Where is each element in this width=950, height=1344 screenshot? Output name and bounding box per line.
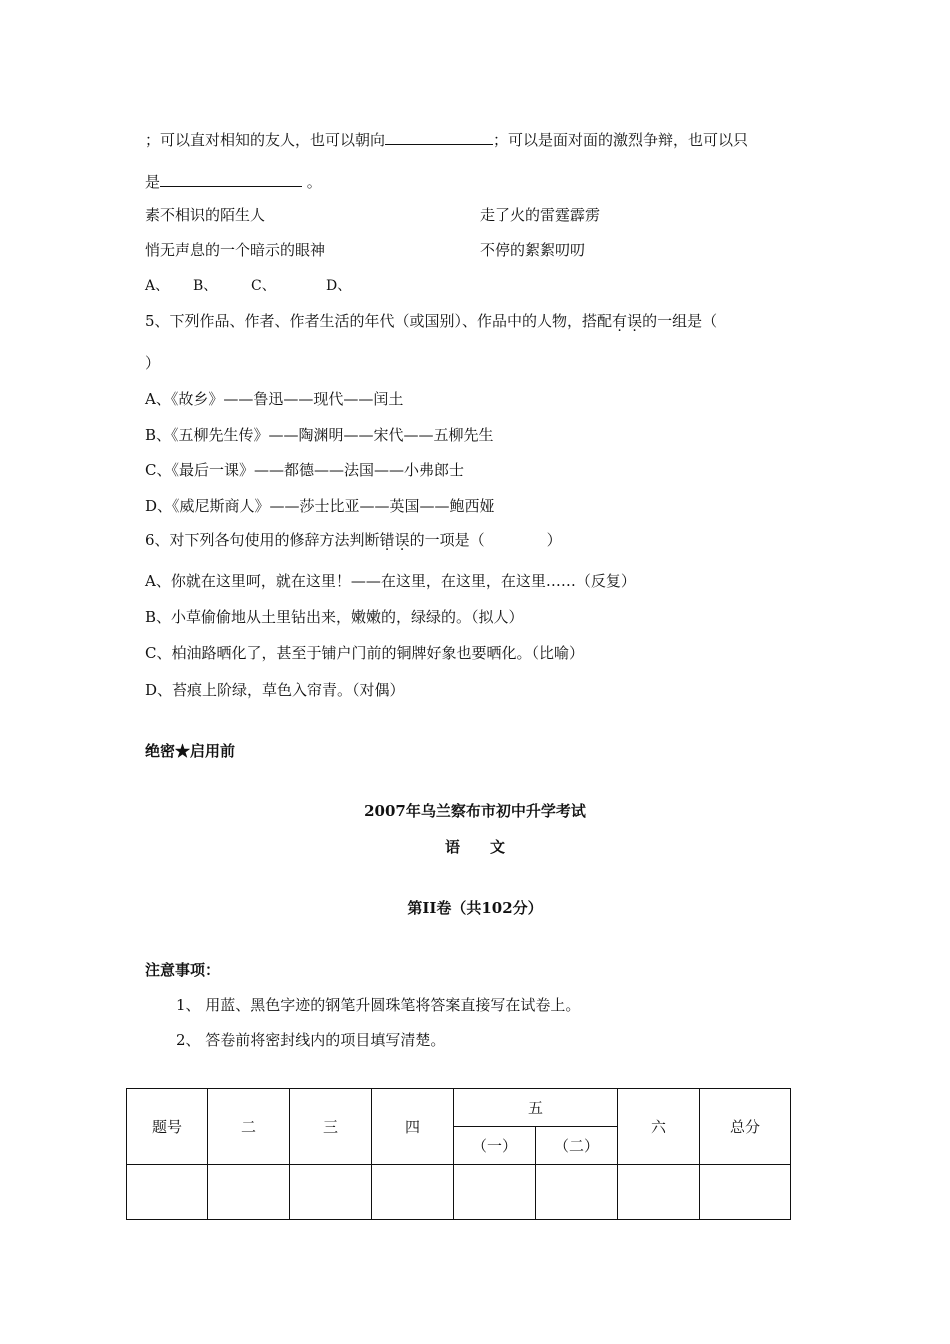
score-cell[interactable] xyxy=(700,1165,791,1220)
header-part-6: 六 xyxy=(618,1089,700,1165)
header-question-number: 题号 xyxy=(127,1089,208,1165)
score-cell[interactable] xyxy=(127,1165,208,1220)
phrase-left: 悄无声息的一个暗示的眼神 xyxy=(145,241,326,259)
note-item: 2、 答卷前将密封线内的项目填写清楚。 xyxy=(176,1031,446,1049)
text-segment: ；可以是面对面的激烈争辩，也可以只 xyxy=(493,131,749,149)
header-part-3: 三 xyxy=(290,1089,372,1165)
volume-title: 第II卷（共102分） xyxy=(407,899,543,917)
score-cell[interactable] xyxy=(372,1165,454,1220)
header-total: 总分 xyxy=(700,1089,791,1165)
notes-heading: 注意事项： xyxy=(145,961,221,979)
option-a[interactable]: A、 xyxy=(145,278,170,294)
header-part-5-2: （二） xyxy=(536,1127,618,1165)
option-d[interactable]: D、 xyxy=(326,278,352,294)
question-text-line xyxy=(145,170,322,192)
score-cell[interactable] xyxy=(208,1165,290,1220)
q4-options xyxy=(145,276,351,296)
q5-stem xyxy=(145,311,717,331)
q5-option-c[interactable]: C、《最后一课》——都德——法国——小弗郎士 xyxy=(145,461,464,479)
text-segment: ） xyxy=(546,531,562,549)
header-part-2: 二 xyxy=(208,1089,290,1165)
text-segment: 的一项是（ xyxy=(409,531,485,549)
exam-title: 2007年乌兰察布市初中升学考试 xyxy=(364,802,586,820)
q6-option-a[interactable]: A、你就在这里呵，就在这里！——在这里，在这里，在这里……（反复） xyxy=(145,572,636,590)
header-part-5: 五 xyxy=(454,1089,618,1127)
score-cell[interactable] xyxy=(536,1165,618,1220)
q5-option-a[interactable]: A、《故乡》——鲁迅——现代——闰土 xyxy=(145,390,404,408)
header-part-4: 四 xyxy=(372,1089,454,1165)
q6-stem xyxy=(145,530,562,550)
confidential-label: 绝密★启用前 xyxy=(145,742,236,760)
emphasis-dot-char: 错 xyxy=(379,531,395,549)
text-segment: 6、对下列各句使用的修辞方法判断 xyxy=(145,531,380,549)
q6-option-b[interactable]: B、小草偷偷地从土里钻出来，嫩嫩的，绿绿的。（拟人） xyxy=(145,608,524,626)
subject-title: 语 文 xyxy=(444,838,505,856)
score-table xyxy=(126,1088,791,1220)
option-c[interactable]: C、 xyxy=(251,278,276,294)
q5-stem-end: ） xyxy=(145,354,161,372)
text-segment: 5、下列作品、作者、作者生活的年代（或国别）、作品中的人物，搭配 xyxy=(145,312,613,330)
phrase-right: 走了火的雷霆霹雳 xyxy=(480,206,601,224)
option-b[interactable]: B、 xyxy=(193,278,218,294)
text-segment: 是 xyxy=(145,173,161,191)
phrase-row xyxy=(145,240,845,260)
note-item: 1、 用蓝、黑色字迹的钢笔升圆珠笔将答案直接写在试卷上。 xyxy=(176,996,581,1014)
q6-option-d[interactable]: D、苔痕上阶绿，草色入帘青。（对偶） xyxy=(145,681,405,699)
text-segment: 。 xyxy=(306,173,322,191)
header-part-5-1: （一） xyxy=(454,1127,536,1165)
q6-option-c[interactable]: C、柏油路晒化了，甚至于铺户门前的铜牌好象也要晒化。（比喻） xyxy=(145,644,584,662)
emphasis-dot-char: 误 xyxy=(394,531,410,549)
emphasis-dot-char: 误 xyxy=(627,312,643,330)
score-cell[interactable] xyxy=(454,1165,536,1220)
answer-blank[interactable] xyxy=(160,170,302,187)
phrase-left: 素不相识的陌生人 xyxy=(145,206,266,224)
q5-option-b[interactable]: B、《五柳先生传》——陶渊明——宋代——五柳先生 xyxy=(145,426,494,444)
answer-blank[interactable] xyxy=(385,128,493,145)
score-cell[interactable] xyxy=(290,1165,372,1220)
question-text-line xyxy=(145,128,748,150)
phrase-right: 不停的絮絮叨叨 xyxy=(480,241,586,259)
text-segment: ；可以直对相知的友人，也可以朝向 xyxy=(145,131,386,149)
score-cell[interactable] xyxy=(618,1165,700,1220)
phrase-row xyxy=(145,205,845,225)
emphasis-dot-char: 有 xyxy=(612,312,628,330)
q5-option-d[interactable]: D、《威尼斯商人》——莎士比亚——英国——鲍西娅 xyxy=(145,497,495,515)
text-segment: 的一组是（ xyxy=(642,312,718,330)
